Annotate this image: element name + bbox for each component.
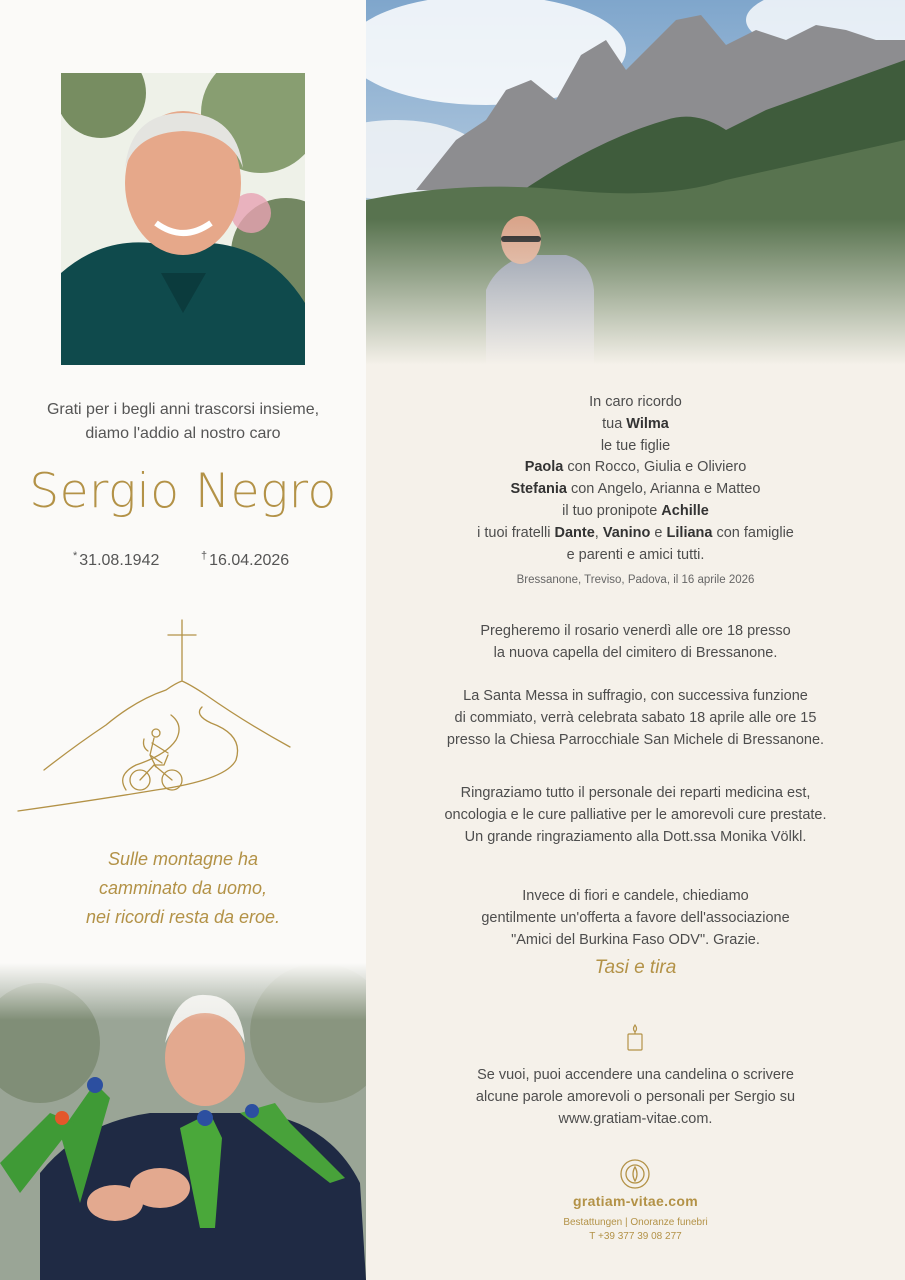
parrots-photo [0, 963, 366, 1280]
memory-sep-2: e [650, 524, 667, 541]
death-value: 16.04.2026 [209, 552, 290, 569]
donation-line-1: Invece di fiori e candele, chiediamo [522, 888, 749, 904]
donation-line-2: gentilmente un'offerta a favore dell'associazione [481, 909, 790, 926]
birth-date [73, 550, 159, 570]
signature: Tasi e tira [594, 957, 677, 978]
intro-line-1: Grati per i begli anni trascorsi insieme, [46, 401, 320, 418]
name-stefania: Stefania [510, 481, 567, 498]
candle-block [366, 1065, 905, 1130]
memory-line-1: In caro ricordo [589, 394, 682, 410]
mass-line-1: La Santa Messa in suffragio, con successiva funzione [463, 688, 808, 704]
portrait-photo [61, 73, 305, 365]
brand-subtitle: Bestattungen | Onoranze funebri [563, 1217, 708, 1228]
place-date: Bressanone, Treviso, Padova, il 16 aprile 2026 [516, 574, 755, 587]
mass-block [366, 686, 905, 751]
candle-line-2: alcune parole amorevoli o personali per Sergio su [475, 1088, 796, 1105]
rosary-line-2: la nuova capella del cimitero di Bressanone. [493, 644, 778, 661]
mountain-cyclist-icon [16, 615, 296, 815]
name-paola: Paola [524, 459, 564, 476]
memory-line-2 [366, 414, 905, 436]
memory-line-3: le tue figlie [600, 437, 671, 454]
memory-line-6 [366, 501, 905, 523]
intro-text [0, 398, 366, 446]
memory-line-5 [366, 479, 905, 501]
thanks-line-2: oncologia e le cure palliative per le amorevoli cure prestate. [444, 806, 827, 823]
brand-phone[interactable]: T +39 377 39 08 277 [589, 1231, 682, 1242]
memory-line-7-prefix: i tuoi fratelli [477, 524, 555, 541]
quote-line-1: Sulle montagne ha [107, 849, 259, 869]
brand-info [366, 1216, 905, 1244]
quote [0, 845, 366, 932]
rosary-block [366, 621, 905, 665]
brand-name[interactable]: gratiam-vitae.com [573, 1193, 698, 1209]
quote-line-3: nei ricordi resta da eroe. [85, 907, 281, 927]
birth-mark: * [73, 550, 78, 562]
mountain-photo [366, 0, 905, 365]
quote-line-2: camminato da uomo, [98, 878, 268, 898]
memory-line-4 [366, 457, 905, 479]
name-achille: Achille [661, 502, 709, 519]
intro-line-2: diamo l'addio al nostro caro [85, 425, 281, 442]
thanks-line-1: Ringraziamo tutto il personale dei reparti medicina est, [460, 785, 811, 801]
memory-line-7-rest: con famiglie [712, 524, 794, 541]
memory-line-8: e parenti e amici tutti. [566, 546, 705, 563]
deceased-name: Sergio Negro [29, 464, 337, 519]
donation-line-3: "Amici del Burkina Faso ODV". Grazie. [511, 931, 760, 948]
website-link[interactable]: www.gratiam-vitae.com. [558, 1110, 713, 1127]
birth-value: 31.08.1942 [79, 552, 160, 569]
mass-line-2: di commiato, verrà celebrata sabato 18 aprile alle ore 15 [454, 709, 817, 726]
memory-line-7 [366, 523, 905, 545]
donation-block [366, 886, 905, 951]
memory-block [366, 392, 905, 592]
memory-sep-1: , [594, 524, 603, 541]
death-date [201, 550, 289, 570]
memory-line-4-rest: con Rocco, Giulia e Oliviero [563, 459, 747, 476]
candle-line-1: Se vuoi, puoi accendere una candelina o scrivere [477, 1067, 794, 1083]
mass-line-3: presso la Chiesa Parrocchiale San Michele di Bressanone. [446, 731, 825, 748]
memory-line-6-prefix: il tuo pronipote [562, 502, 662, 519]
death-mark: † [201, 550, 208, 562]
thanks-line-3: Un grande ringraziamento alla Dott.ssa Monika Völkl. [464, 828, 807, 845]
name-liliana: Liliana [666, 524, 713, 541]
name-vanino: Vanino [602, 524, 651, 541]
memory-line-2-prefix: tua [602, 415, 627, 432]
brand-logo-icon [619, 1158, 651, 1190]
memory-line-5-rest: con Angelo, Arianna e Matteo [566, 481, 761, 498]
name-dante: Dante [554, 524, 595, 541]
name-wilma: Wilma [626, 415, 669, 432]
rosary-line-1: Pregheremo il rosario venerdì alle ore 18 presso [480, 623, 791, 639]
thanks-block [366, 783, 905, 848]
candle-icon [626, 1023, 644, 1051]
